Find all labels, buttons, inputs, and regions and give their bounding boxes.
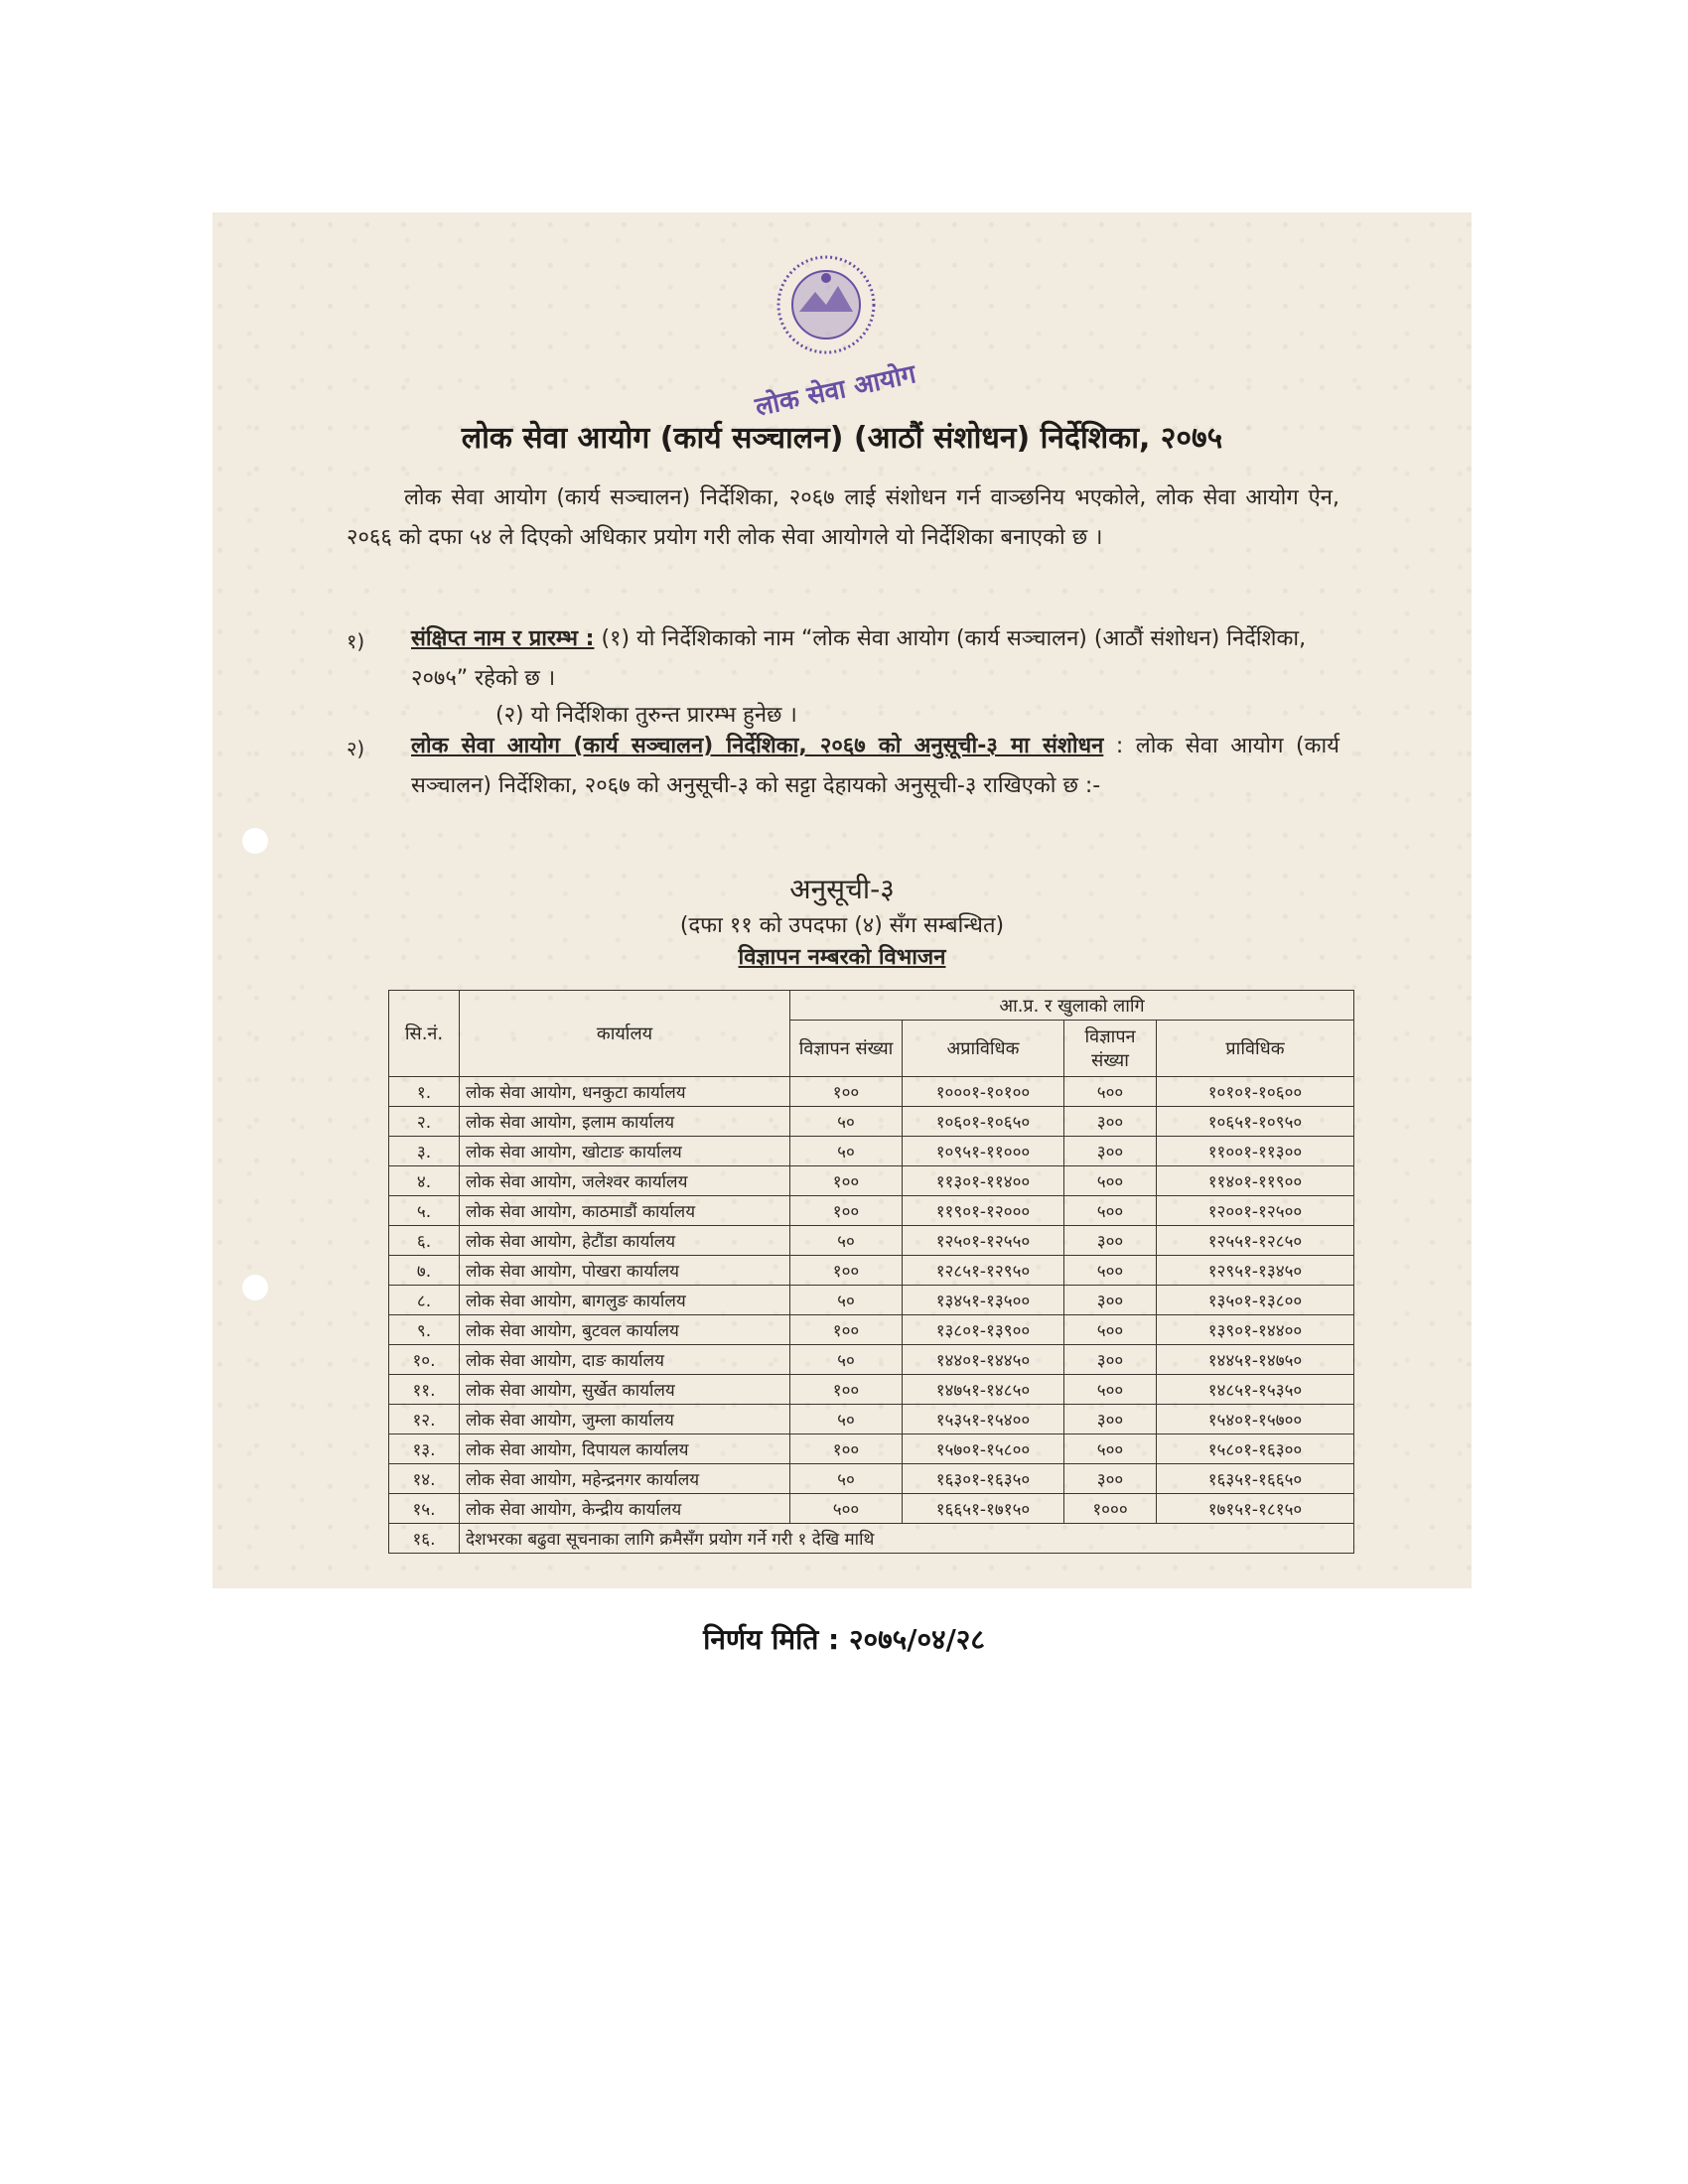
- cell-technical: १४४५१-१४७५०: [1157, 1345, 1354, 1375]
- cell-ad-count: ३००: [1064, 1405, 1157, 1434]
- table-row: [389, 1494, 1354, 1524]
- cell-office: लोक सेवा आयोग, जुम्ला कार्यालय: [460, 1405, 790, 1434]
- cell-office: लोक सेवा आयोग, धनकुटा कार्यालय: [460, 1077, 790, 1107]
- cell-ad-count: १०००: [1064, 1494, 1157, 1524]
- col-group: आ.प्र. र खुलाको लागि: [790, 991, 1354, 1021]
- decision-date: निर्णय मिति : २०७५/०४/२८: [703, 1623, 985, 1656]
- cell-non-technical: १०९५१-११०००: [903, 1137, 1064, 1166]
- cell-sn: १४.: [389, 1464, 460, 1494]
- section-1-sub: (२) यो निर्देशिका तुरुन्त प्रारम्भ हुनेछ ।: [495, 703, 797, 728]
- cell-non-technical: ११३०१-११४००: [903, 1166, 1064, 1196]
- cell-non-technical: १४७५१-१४८५०: [903, 1375, 1064, 1405]
- section-1: [411, 619, 1339, 699]
- cell-office: लोक सेवा आयोग, बुटवल कार्यालय: [460, 1315, 790, 1345]
- col-ad-count: विज्ञापन संख्या: [790, 1021, 903, 1077]
- intro-paragraph: लोक सेवा आयोग (कार्य सञ्चालन) निर्देशिका, २०६७ लाई संशोधन गर्न वाञ्छनिय भएकोले, लोक सेवा आयोग ऐन, २०६६ को दफा ५४ ले दिएको अधिकार प्रयोग गरी लोक सेवा आयोगले यो निर्देशिका बनाएको छ ।: [347, 485, 1339, 550]
- cell-ad-count: ५०: [790, 1405, 903, 1434]
- cell-sn: ५.: [389, 1196, 460, 1226]
- cell-non-technical: ११९०१-१२०००: [903, 1196, 1064, 1226]
- cell-non-technical: १०६०१-१०६५०: [903, 1107, 1064, 1137]
- cell-sn: ८.: [389, 1286, 460, 1315]
- cell-ad-count: ५००: [1064, 1375, 1157, 1405]
- section-number: २): [347, 737, 365, 760]
- cell-sn: ६.: [389, 1226, 460, 1256]
- cell-sn: १.: [389, 1077, 460, 1107]
- schedule-title: अनुसूची-३: [789, 873, 895, 905]
- cell-non-technical: १४४०१-१४४५०: [903, 1345, 1064, 1375]
- col-non-technical: अप्राविधिक: [903, 1021, 1064, 1077]
- cell-sn: ७.: [389, 1256, 460, 1286]
- cell-technical: ११००१-११३००: [1157, 1137, 1354, 1166]
- cell-technical: १०६५१-१०९५०: [1157, 1107, 1354, 1137]
- cell-ad-count: ५०: [790, 1345, 903, 1375]
- cell-office: लोक सेवा आयोग, खोटाङ कार्यालय: [460, 1137, 790, 1166]
- cell-technical: १४८५१-१५३५०: [1157, 1375, 1354, 1405]
- cell-office: लोक सेवा आयोग, महेन्द्रनगर कार्यालय: [460, 1464, 790, 1494]
- cell-ad-count: ३००: [1064, 1107, 1157, 1137]
- cell-office: लोक सेवा आयोग, दिपायल कार्यालय: [460, 1434, 790, 1464]
- cell-office: लोक सेवा आयोग, हेटौंडा कार्यालय: [460, 1226, 790, 1256]
- table-row: [389, 1137, 1354, 1166]
- table-row: [389, 1405, 1354, 1434]
- cell-office: लोक सेवा आयोग, जलेश्वर कार्यालय: [460, 1166, 790, 1196]
- cell-sn: ९.: [389, 1315, 460, 1345]
- cell-technical: १७१५१-१८१५०: [1157, 1494, 1354, 1524]
- cell-technical: १०१०१-१०६००: [1157, 1077, 1354, 1107]
- cell-non-technical: १३८०१-१३९००: [903, 1315, 1064, 1345]
- cell-non-technical: १०००१-१०१००: [903, 1077, 1064, 1107]
- table-row: [389, 1196, 1354, 1226]
- cell-non-technical: १६६५१-१७१५०: [903, 1494, 1064, 1524]
- cell-ad-count: १००: [790, 1256, 903, 1286]
- cell-office: लोक सेवा आयोग, पोखरा कार्यालय: [460, 1256, 790, 1286]
- schedule-heading: विज्ञापन नम्बरको विभाजन: [738, 945, 946, 970]
- cell-ad-count: ३००: [1064, 1286, 1157, 1315]
- table-row: [389, 1286, 1354, 1315]
- scanned-page: [212, 212, 1472, 1588]
- col-technical: प्राविधिक: [1157, 1021, 1354, 1077]
- cell-ad-count: १००: [790, 1434, 903, 1464]
- cell-ad-count: ३००: [1064, 1137, 1157, 1166]
- section-2-text: : लोक सेवा आयोग (कार्य सञ्चालन) निर्देशिका, २०६७ को अनुसूची-३ को सट्टा देहायको अनुसूची-३ राखिएको छ :-: [411, 734, 1339, 798]
- cell-note: देशभरका बढुवा सूचनाका लागि क्रमैसँग प्रयोग गर्ने गरी १ देखि माथि: [460, 1524, 1354, 1554]
- cell-sn: १५.: [389, 1494, 460, 1524]
- cell-ad-count: ५००: [1064, 1315, 1157, 1345]
- cell-ad-count: ५०: [790, 1137, 903, 1166]
- cell-non-technical: १६३०१-१६३५०: [903, 1464, 1064, 1494]
- ad-number-table: [388, 990, 1354, 1554]
- cell-ad-count: १००: [790, 1166, 903, 1196]
- section-2: [411, 727, 1339, 806]
- cell-ad-count: ३००: [1064, 1345, 1157, 1375]
- cell-office: लोक सेवा आयोग, बागलुङ कार्यालय: [460, 1286, 790, 1315]
- cell-non-technical: १२८५१-१२९५०: [903, 1256, 1064, 1286]
- section-1-heading: संक्षिप्त नाम र प्रारम्भ :: [411, 626, 595, 651]
- cell-technical: १३५०१-१३८००: [1157, 1286, 1354, 1315]
- table-row: [389, 1434, 1354, 1464]
- punch-hole: [242, 1275, 268, 1300]
- cell-non-technical: १५७०१-१५८००: [903, 1434, 1064, 1464]
- cell-technical: ११४०१-११९००: [1157, 1166, 1354, 1196]
- cell-sn: ३.: [389, 1137, 460, 1166]
- cell-ad-count: १००: [790, 1315, 903, 1345]
- cell-technical: १३९०१-१४४००: [1157, 1315, 1354, 1345]
- section-number: १): [347, 629, 365, 653]
- cell-technical: १२९५१-१३४५०: [1157, 1256, 1354, 1286]
- cell-ad-count: ५००: [1064, 1196, 1157, 1226]
- table-row: [389, 1077, 1354, 1107]
- table-row: [389, 1226, 1354, 1256]
- cell-sn: १०.: [389, 1345, 460, 1375]
- table-row: [389, 1315, 1354, 1345]
- cell-ad-count: ५०: [790, 1286, 903, 1315]
- table-row: [389, 1464, 1354, 1494]
- cell-ad-count: ५००: [1064, 1256, 1157, 1286]
- cell-non-technical: १५३५१-१५४००: [903, 1405, 1064, 1434]
- table-row: [389, 1345, 1354, 1375]
- cell-sn: ११.: [389, 1375, 460, 1405]
- cell-ad-count: ५०: [790, 1464, 903, 1494]
- section-2-heading: लोक सेवा आयोग (कार्य सञ्चालन) निर्देशिका, २०६७ को अनुसूची-३ मा संशोधन: [411, 734, 1104, 758]
- cell-ad-count: १००: [790, 1375, 903, 1405]
- table-row: [389, 1107, 1354, 1137]
- cell-ad-count: ५००: [1064, 1166, 1157, 1196]
- section-1-text: (१) यो निर्देशिकाको नाम “लोक सेवा आयोग (कार्य सञ्चालन) (आठौं संशोधन) निर्देशिका, २०७५” रहेको छ ।: [411, 626, 1307, 691]
- cell-technical: १५८०१-१६३००: [1157, 1434, 1354, 1464]
- col-ad-count: विज्ञापन संख्या: [1064, 1021, 1157, 1077]
- cell-ad-count: ५००: [1064, 1077, 1157, 1107]
- cell-ad-count: १००: [790, 1196, 903, 1226]
- cell-office: लोक सेवा आयोग, काठमाडौं कार्यालय: [460, 1196, 790, 1226]
- cell-technical: १५४०१-१५७००: [1157, 1405, 1354, 1434]
- seal-text: लोक सेवा आयोग: [753, 359, 918, 423]
- table-row: [389, 1166, 1354, 1196]
- cell-sn: १६.: [389, 1524, 460, 1554]
- cell-non-technical: १३४५१-१३५००: [903, 1286, 1064, 1315]
- cell-ad-count: ३००: [1064, 1226, 1157, 1256]
- schedule-subtitle: (दफा ११ को उपदफा (४) सँग सम्बन्धित): [679, 913, 1005, 938]
- cell-office: लोक सेवा आयोग, इलाम कार्यालय: [460, 1107, 790, 1137]
- document-title: लोक सेवा आयोग (कार्य सञ्चालन) (आठौं संशोधन) निर्देशिका, २०७५: [461, 421, 1223, 456]
- cell-office: लोक सेवा आयोग, केन्द्रीय कार्यालय: [460, 1494, 790, 1524]
- cell-technical: १६३५१-१६६५०: [1157, 1464, 1354, 1494]
- cell-office: लोक सेवा आयोग, दाङ कार्यालय: [460, 1345, 790, 1375]
- cell-ad-count: ५०: [790, 1107, 903, 1137]
- cell-sn: १२.: [389, 1405, 460, 1434]
- cell-non-technical: १२५०१-१२५५०: [903, 1226, 1064, 1256]
- table-row: [389, 1256, 1354, 1286]
- cell-sn: ४.: [389, 1166, 460, 1196]
- table-row: [389, 1375, 1354, 1405]
- cell-technical: १२५५१-१२८५०: [1157, 1226, 1354, 1256]
- cell-technical: १२००१-१२५००: [1157, 1196, 1354, 1226]
- col-sn: सि.नं.: [389, 991, 460, 1077]
- cell-ad-count: ५००: [1064, 1434, 1157, 1464]
- cell-ad-count: ३००: [1064, 1464, 1157, 1494]
- cell-office: लोक सेवा आयोग, सुर्खेत कार्यालय: [460, 1375, 790, 1405]
- col-office: कार्यालय: [460, 991, 790, 1077]
- cell-sn: २.: [389, 1107, 460, 1137]
- cell-ad-count: १००: [790, 1077, 903, 1107]
- cell-sn: १३.: [389, 1434, 460, 1464]
- punch-hole: [242, 828, 268, 854]
- cell-ad-count: ५००: [790, 1494, 903, 1524]
- cell-ad-count: ५०: [790, 1226, 903, 1256]
